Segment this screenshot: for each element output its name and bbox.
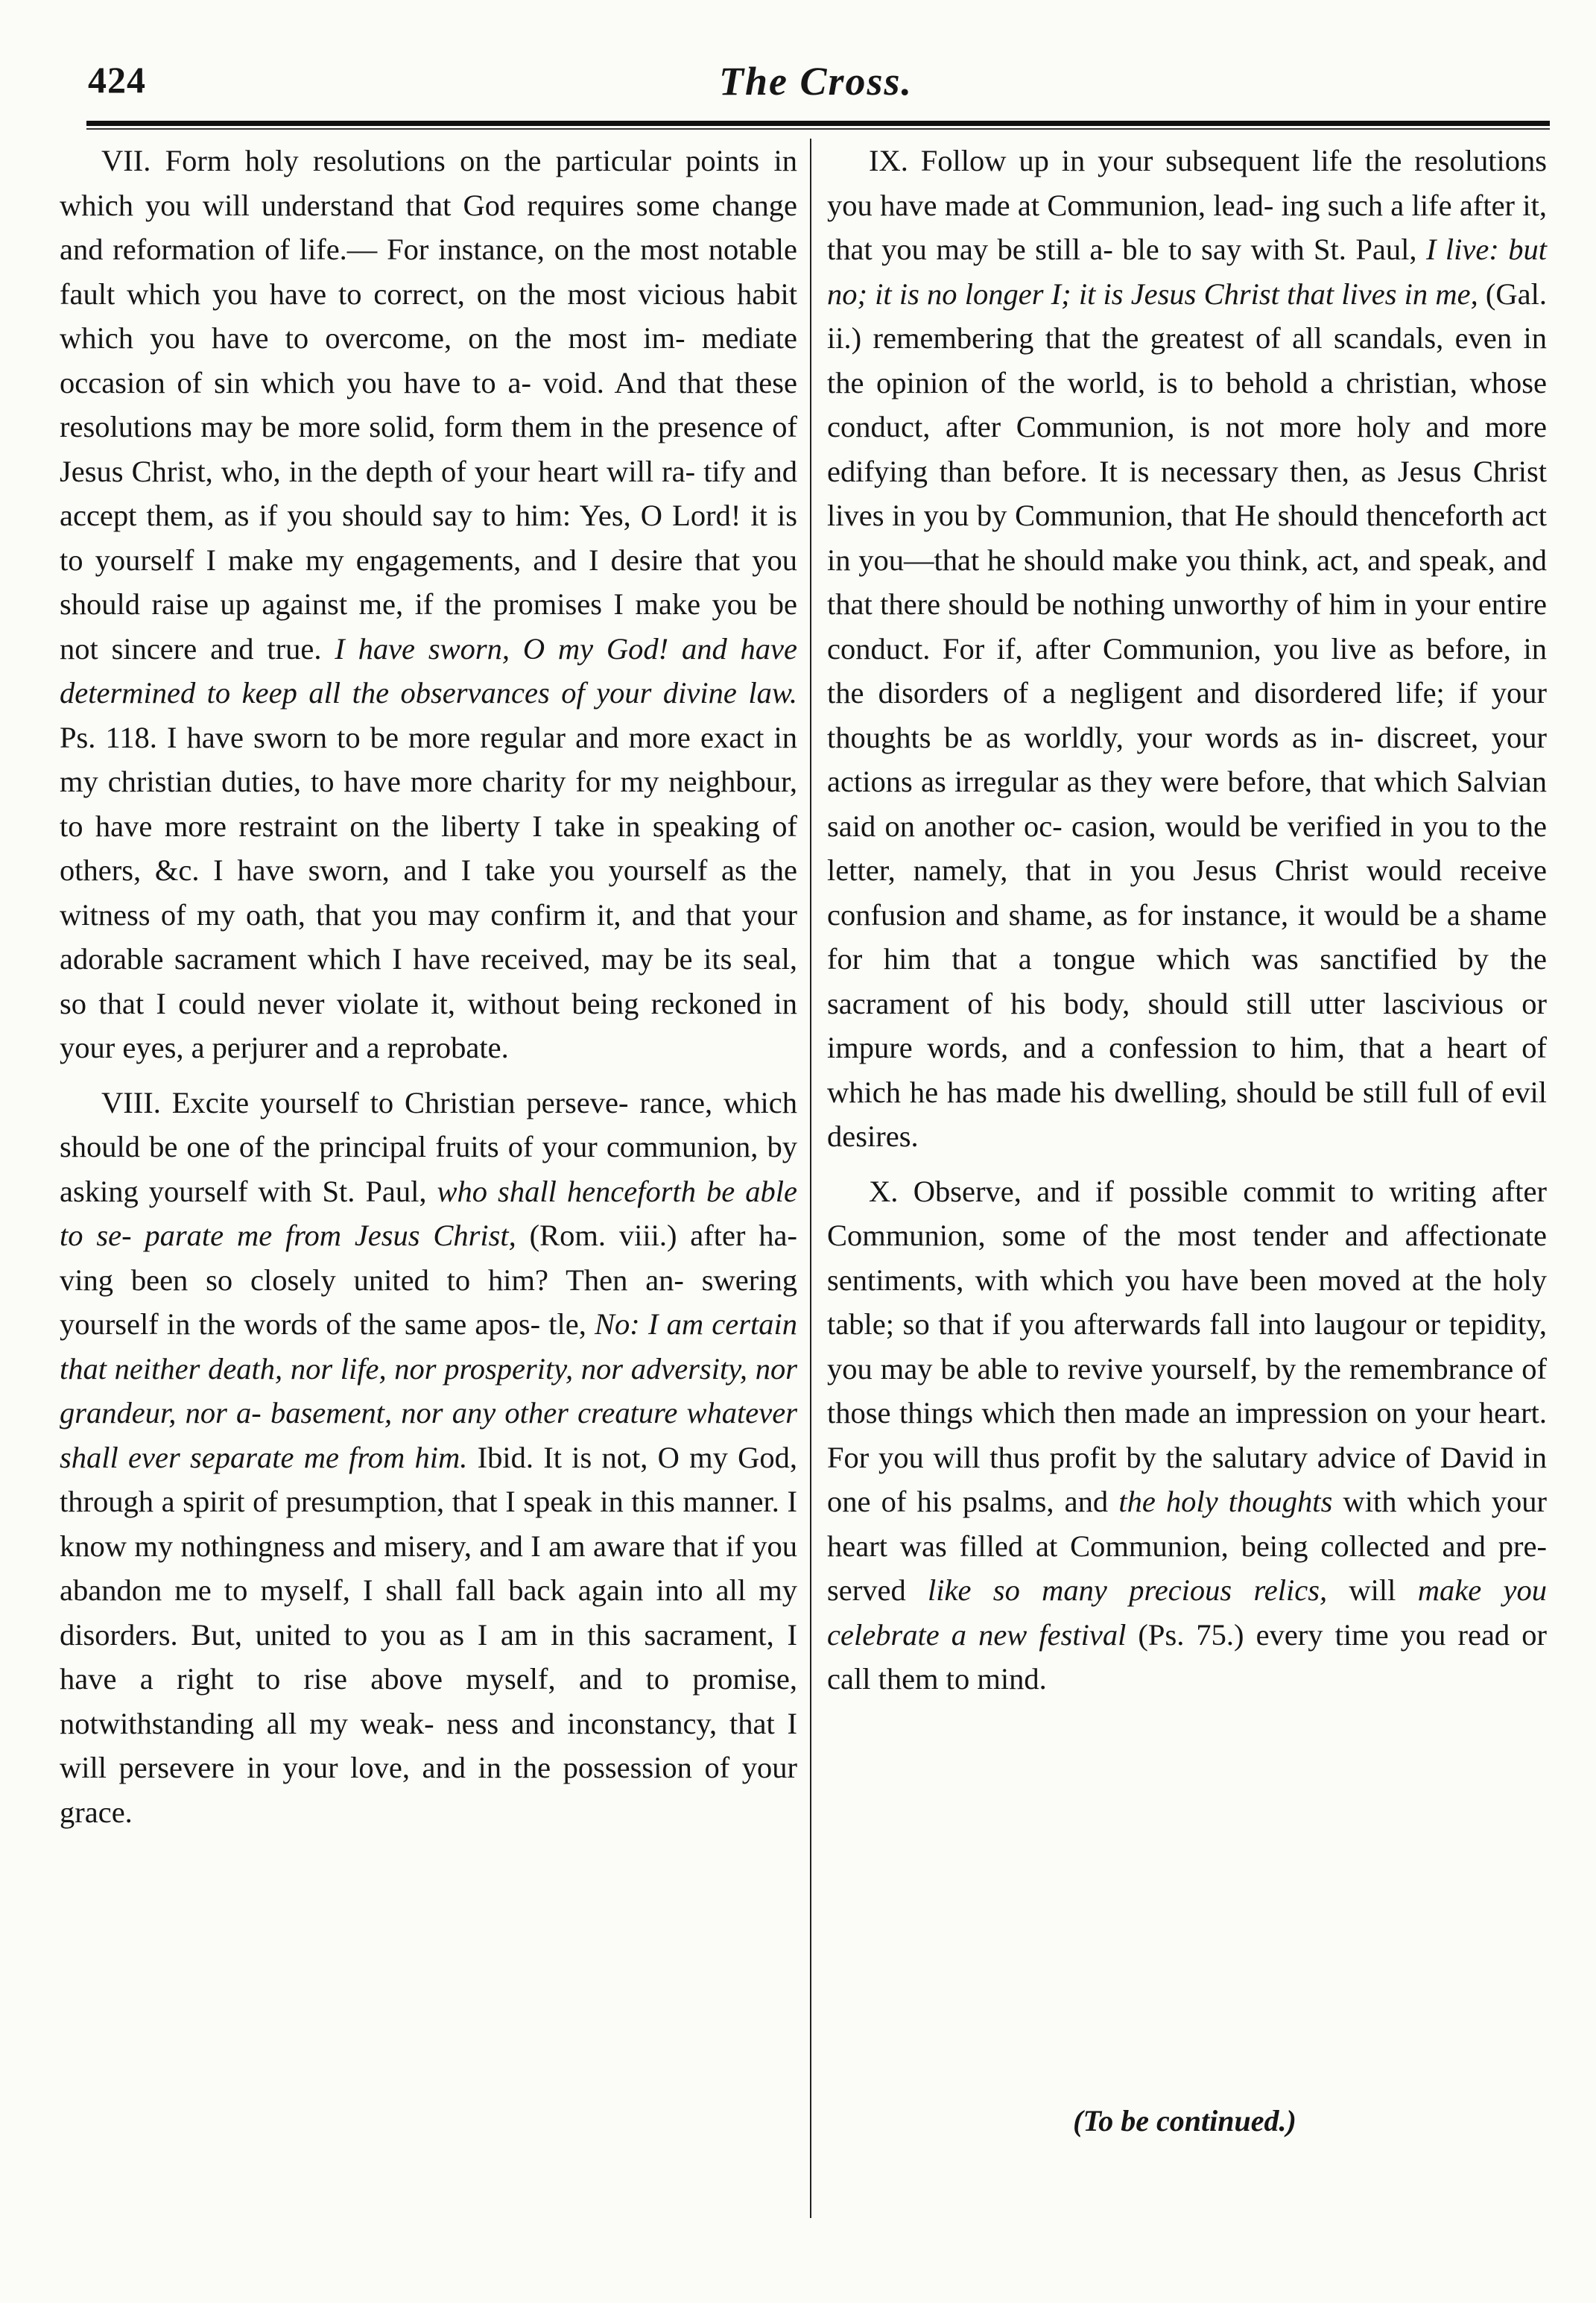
text-run: Ibid. It is not, O my God, through a spirit of presumption, that I speak in this manner. I know my nothingness and misery, and I am aware that if you abandon me to myself, I shall fall back again into all my disorders. But, united to you as I am in this sacrament, I have a right to rise above myself, and to promise, notwithstanding all my weak- ness and inconstancy, that I will persevere in your love, and in the possession of your grace. [60,1440,797,1829]
italic-quote: like so many precious relics, [928,1573,1328,1607]
text-run: (Gal. ii.) remembering that the greatest of all scandals, even in the opinion of the world, is to behold a christian, whose conduct, after Communion, is not more holy and more edifying than before. It is necessary then, as Jesus Christ lives in you by Communion, that He should thenceforth act in you—that he should make you think, act, and speak, and that there should be nothing unworthy of him in your entire conduct. For if, after Communion, you live as before, in the disorders of a negligent and disordered life; if your thoughts be as worldly, your words as in- discreet, your actions as irregular as they were before, that which Salvian said on another oc- casion, would be verified in you to the letter, namely, that in you Jesus Christ would receive confusion and shame, as for instance, it would be a shame for him that a tongue which was sanctified by the sacrament of his body, should still utter lascivious or impure words, and a confession to him, that a heart of which he has made his dwelling, should be still full of evil desires. [827,277,1547,1153]
text-run: with which your heart was filled at Communion, being collected and pre- served [827,1485,1547,1607]
paragraph-viii [60,1081,797,1835]
paragraph-vii [60,139,797,1070]
italic-quote: make you celebrate a new festival [827,1573,1547,1652]
column-divider [810,139,811,2218]
header-rule [86,121,1550,130]
text-run: X. Observe, and if possible commit to writing after Communion, some of the most tender and affectionate sentiments, with which you have been moved at the holy table; so that if you afterwards fall into laugour or tepidity, you may be able to revive yourself, by the remembrance of those things which then made an impression on your heart. For you will thus profit by the salutary advice of David in one of his psalms, and [827,1174,1547,1518]
text-run: (Rom. viii.) after ha- ving been so closely united to him? Then an- swering yourself in the words of the same apos- tle, [60,1219,797,1341]
running-title: The Cross. [718,59,913,104]
paragraph-x [827,1169,1547,1702]
text-run: (Ps. 75.) every time you read or call them to mind. [827,1617,1547,1696]
italic-quote: the holy thoughts [1118,1485,1333,1518]
text-run: Ps. 118. I have sworn to be more regular and more exact in my christian duties, to have more charity for my neighbour, to have more restraint on the liberty I take in speaking of others, &c. I have sworn, and I take you yourself as the witness of my oath, that you may confirm it, and that your adorable sacrament which I have received, may be its seal, so that I could never violate it, without being reckoned in your eyes, a perjurer and a reprobate. [60,720,797,1064]
right-column [827,139,1547,1712]
paragraph-ix [827,139,1547,1159]
text-run: VIII. Excite yourself to Christian perseve- rance, which should be one of the principal fruits of your communion, by asking yourself with St. Paul, [60,1085,797,1208]
italic-quote: who shall henceforth be able to se- parate me from Jesus Christ, [60,1174,797,1252]
italic-quote: No: I am certain that neither death, nor life, nor prosperity, nor adversity, nor grandeur, nor a- basement, nor any other creature whatever shall ever separate me from him. [60,1307,798,1474]
left-column [60,139,797,1845]
text-run: will [1327,1573,1418,1607]
text-run: VII. Form holy resolutions on the particular points in which you will understand that God requires some change and reformation of life.— For instance, on the most notable fault which you have to correct, on the most vicious habit which you have to overcome, on the most im- mediate occasion of sin which you have to a- void. And that these resolutions may be more solid, form them in the presence of Jesus Christ, who, in the depth of your heart will ra- tify and accept them, as if you should say to him: Yes, O Lord! it is to yourself I make my engagements, and I desire that you should raise up against me, if the promises I make you be not sincere and true. [60,144,797,666]
italic-quote: I have sworn, O my God! and have determined to keep all the observances of your divine law. [60,631,797,710]
text-run: IX. Follow up in your subsequent life the resolutions you have made at Communion, lead- ing such a life after it, that you may be still a- ble to say with St. Paul, [827,144,1547,266]
italic-quote: I live: but no; it is no longer I; it is Jesus Christ that lives in me, [827,233,1547,311]
page-header [88,58,1544,118]
to-be-continued: (To be continued.) [1073,2104,1296,2138]
page-number: 424 [88,59,146,101]
